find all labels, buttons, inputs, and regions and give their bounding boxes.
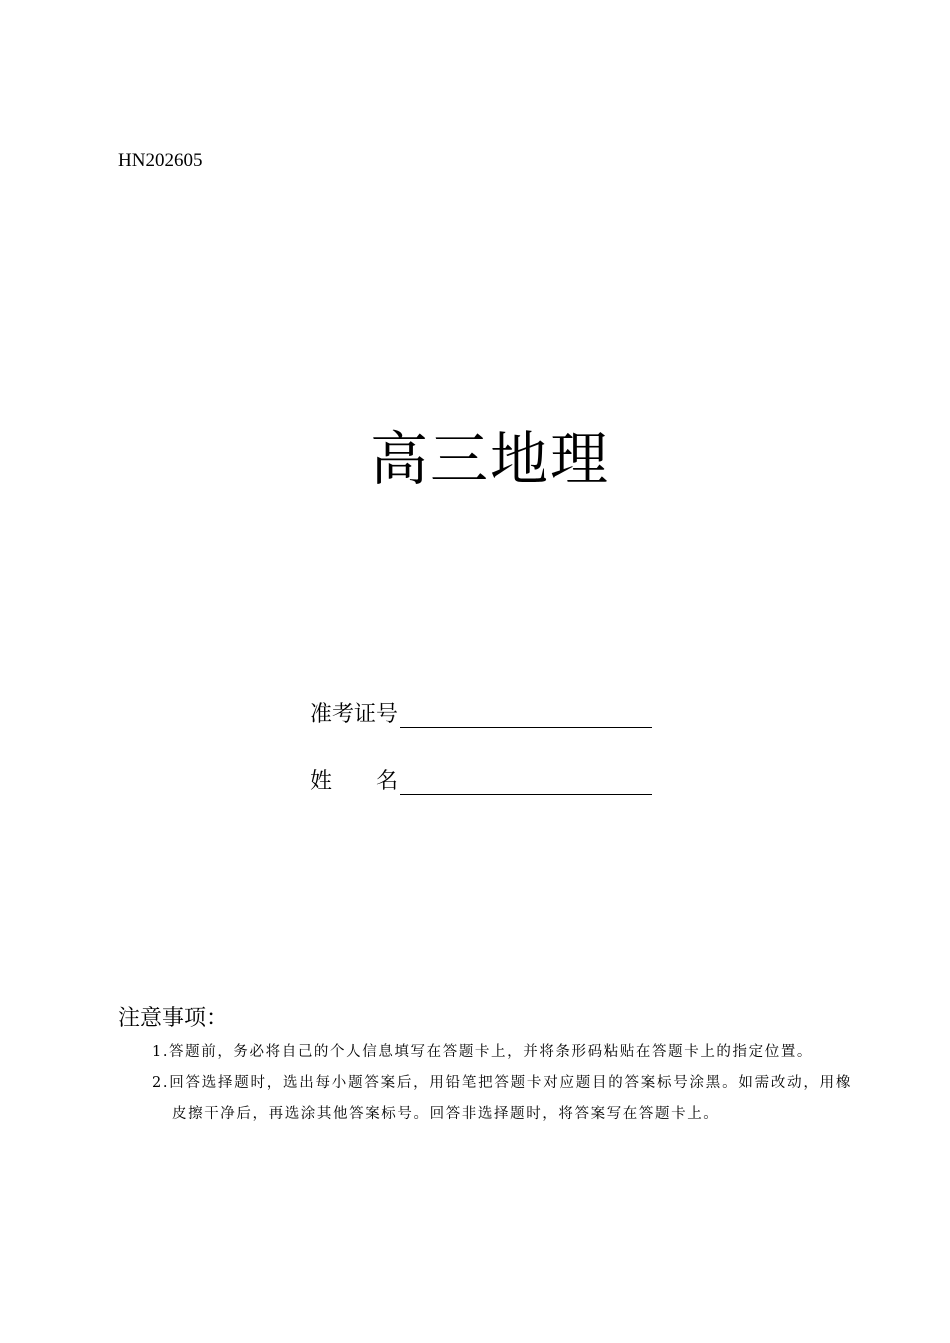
name-blank-line <box>400 772 652 795</box>
notice-list <box>152 1037 852 1130</box>
notice-item: 2.回答选择题时，选出每小题答案后，用铅笔把答题卡对应题目的答案标号涂黑。如需改动，用橡皮擦干净后，再选涂其他答案标号。回答非选择题时，将答案写在答题卡上。 <box>152 1075 852 1122</box>
exam-title: 高三地理 <box>369 425 610 493</box>
notice-heading: 注意事项： <box>118 1006 229 1031</box>
name-label: 姓 名 <box>310 769 399 794</box>
notice-item: 1.答题前，务必将自己的个人信息填写在答题卡上，并将条形码粘贴在答题卡上的指定位置。 <box>152 1044 814 1060</box>
exam-id-label: 准考证号 <box>310 702 399 727</box>
exam-code: HN202605 <box>118 150 203 171</box>
exam-id-blank-line <box>400 705 652 728</box>
exam-id-field <box>310 697 652 728</box>
name-field <box>310 764 652 795</box>
